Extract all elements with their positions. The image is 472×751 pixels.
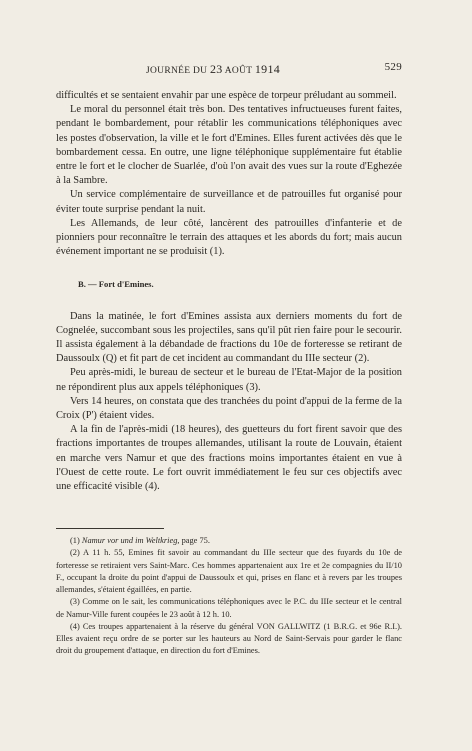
footnote: (2) A 11 h. 55, Emines fit savoir au commandant du IIIe secteur que des fuyards du 10e de forteresse se retiraient vers Saint-Marc. Ces hommes appartenaient aux 1re et 2e compagnies du II/10 F., occupant la droite du point d'appui de Daussoulx et qui, prises en flanc et à revers par les troupes allemandes, s'étaient égaillées, en partie. [56, 548, 402, 595]
page-number: 529 [384, 61, 402, 73]
paragraph: Peu après-midi, le bureau de secteur et le bureau de l'Etat-Major de la position ne répondirent plus aux appels téléphoniques (3). [56, 367, 402, 393]
running-title: JOURNÉE DU 23 AOÛT 1914 [146, 62, 281, 76]
paragraph: Un service complémentaire de surveillance et de patrouilles fut organisé pour éviter toute surprise pendant la nuit. [56, 189, 402, 215]
paragraph: A la fin de l'après-midi (18 heures), des guetteurs du fort firent savoir que des fractions importantes de troupes allemandes, utilisant la route de Louvain, étaient en marche vers Namur et que des fractions moins importantes étaient en vue à l'Ouest de cette route. Le fort ouvrit immédiatement le feu sur ces objectifs avec une efficacité visible (4). [56, 424, 402, 493]
main-text [56, 89, 402, 657]
footnote: (1) Namur vor und im Weltkrieg, page 75. [70, 536, 210, 546]
paragraph: Les Allemands, de leur côté, lancèrent des patrouilles d'infanterie et de pionniers pour reconnaître le terrain des attaques et les abords du fort; mais aucun événement important ne se produisit (1). [56, 217, 402, 258]
paragraph: Le moral du personnel était très bon. Des tentatives infructueuses furent faites, pendant le bombardement, pour rétablir les communications téléphoniques avec les postes d'observation, la ville et le fort d'Emines. Elles furent activées dès que le bombardement cessa. En outre, une ligne téléphonique supplémentaire fut établie entre le fort et le clocher de Suarlée, d'où l'on avait des vues sur la route d'Eghezée à la Sambre. [56, 104, 402, 187]
footnote: (4) Ces troupes appartenaient à la réserve du général VON GALLWITZ (1 B.R.G. et 96e R.I.). Elles avaient reçu ordre de se porter sur les hauteurs au Nord de Saint-Servais pour garder le flanc droit du groupement d'attaque, en direction du fort d'Emines. [56, 621, 402, 656]
footnotes [56, 535, 402, 657]
section-heading: B. — Fort d'Emines. [78, 279, 154, 290]
paragraph: Vers 14 heures, on constata que des tranchées du point d'appui de la ferme de la Croix (P') étaient vides. [56, 395, 402, 422]
paragraph: Dans la matinée, le fort d'Emines assista aux derniers moments du fort de Cognelée, succombant sous les projectiles, sans qu'il pût rien faire pour le secourir. Il assista également à la débandade de fractions du 10e de forteresse se retirant de Daussoulx (Q) et fit part de cet incident au commandant du IIIe secteur (2). [56, 310, 402, 365]
paragraph: difficultés et se sentaient envahir par une espèce de torpeur préludant au sommeil. [56, 90, 397, 101]
footnote: (3) Comme on le sait, les communications téléphoniques avec le P.C. du IIIe secteur et le central de Namur-Ville furent coupées le 23 août à 12 h. 10. [56, 597, 402, 619]
footnote-divider [56, 528, 164, 529]
running-header [56, 62, 402, 76]
